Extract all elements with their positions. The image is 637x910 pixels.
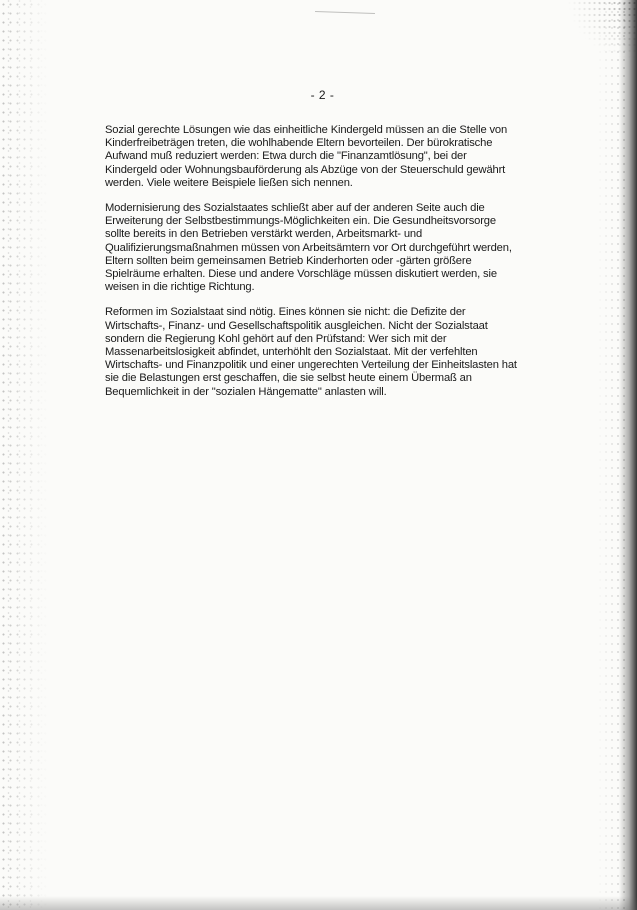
text-line: sondern die Regierung Kohl gehört auf den Prüfstand: Wer sich mit der	[105, 332, 447, 345]
paragraph	[105, 202, 545, 294]
text-line: Wirtschafts- und Finanzpolitik und einer ungerechten Verteilung der Einheitslasten hat	[105, 359, 517, 372]
text-line: Qualifizierungsmaßnahmen müssen von Arbeitsämtern vor Ort durchgeführt werden,	[105, 241, 512, 254]
text-line: Modernisierung des Sozialstaates schließt aber auf der anderen Seite auch die	[105, 202, 485, 215]
scan-artifact-bottom-edge	[0, 896, 637, 910]
text-line: Wirtschafts-, Finanz- und Gesellschaftspolitik ausgleichen. Nicht der Sozialstaat	[105, 319, 488, 332]
text-line: Eltern sollten beim gemeinsamen Betrieb Kinderhorten oder -gärten größere	[105, 254, 472, 267]
scan-artifact-line	[315, 11, 375, 14]
paragraph	[105, 306, 545, 398]
text-line: Aufwand muß reduziert werden: Etwa durch die "Finanzamtlösung", bei der	[105, 150, 467, 163]
text-line: Kinderfreibeträgen treten, die wohlhabende Eltern bevorteilen. Der bürokratische	[105, 137, 493, 150]
scan-artifact-right-edge	[619, 0, 637, 910]
text-line: weisen in die richtige Richtung.	[105, 281, 255, 294]
scan-artifact-left-edge	[0, 0, 48, 910]
document-body	[105, 124, 545, 411]
text-line: Erweiterung der Selbstbestimmungs-Möglichkeiten ein. Die Gesundheitsvorsorge	[105, 215, 496, 228]
text-line: sollte bereits in den Betrieben verstärkt werden, Arbeitsmarkt- und	[105, 228, 423, 241]
paragraph	[105, 124, 545, 190]
text-line: werden. Viele weitere Beispiele ließen sich nennen.	[105, 176, 353, 189]
text-line: Kindergeld oder Wohnungsbauförderung als Abzüge von der Steuerschuld gewährt	[105, 163, 506, 176]
text-line: Reformen im Sozialstaat sind nötig. Eines können sie nicht: die Defizite der	[105, 306, 466, 319]
text-line: Spielräume erhalten. Diese und andere Vorschläge müssen diskutiert werden, sie	[105, 268, 497, 281]
scan-artifact-corner	[567, 0, 637, 60]
page-number: - 2 -	[310, 88, 335, 102]
text-line: Massenarbeitslosigkeit abfindet, unterhöhlt den Sozialstaat. Mit der verfehlten	[105, 346, 478, 359]
text-line: Bequemlichkeit in der "sozialen Hängematte" anlasten will.	[105, 385, 387, 398]
text-line: Sozial gerechte Lösungen wie das einheitliche Kindergeld müssen an die Stelle von	[105, 124, 508, 136]
text-line: sie die Belastungen erst geschaffen, die sie selbst heute einem Übermaß an	[105, 372, 472, 385]
